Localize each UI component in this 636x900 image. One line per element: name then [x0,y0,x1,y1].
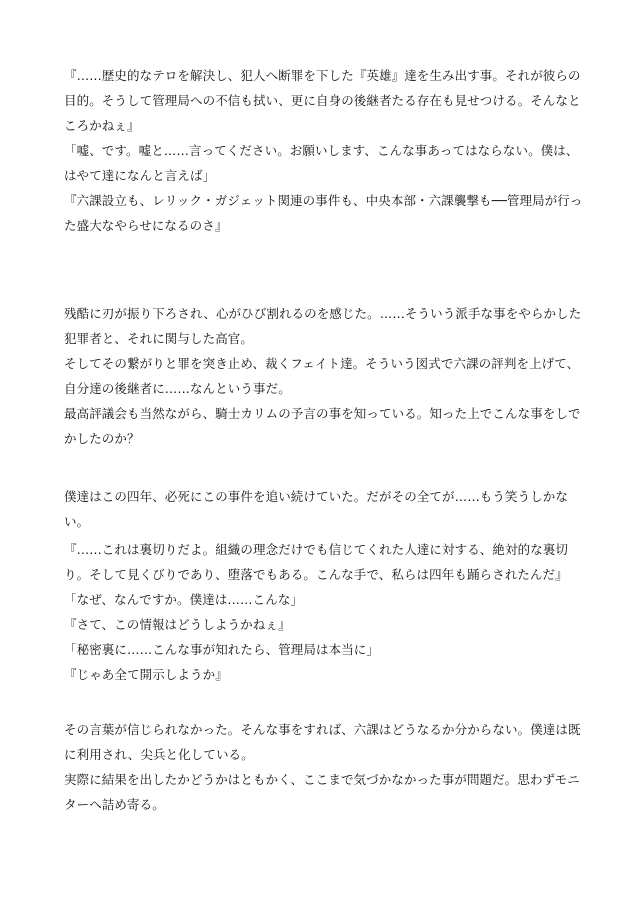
dialogue-paragraph: 『さて、この情報はどうしようかねぇ』 [64,617,291,632]
dialogue-paragraph: 「秘密裏に……こんな事が知れたら、管理局は本当に」 [64,642,380,657]
dialogue-paragraph: 「なぜ、なんですか。僕達は……こんな」 [64,592,304,607]
narration-paragraph: そしてその繋がりと罪を突き止め、裁くフェイト達。そういう図式で六課の評判を上げて、自分達の後継者に……なんという事だ。 [64,356,580,396]
text-block-1 [64,63,584,238]
narration-paragraph: 僕達はこの四年、必死にこの事件を追い続けていた。だがその全てが……もう笑うしかない。 [64,489,569,529]
text-block-4 [64,537,584,687]
narration-paragraph: その言葉が信じられなかった。そんな事をすれば、六課はどうなるか分からない。僕達は既に利用され、尖兵と化している。 [64,722,581,762]
text-block-2 [64,301,584,451]
text-block-3 [64,484,584,534]
dialogue-paragraph: 『……歴史的なテロを解決し、犯人へ断罪を下した『英雄』達を生み出す事。それが彼らの目的。そうして管理局への不信も拭い、更に自身の後継者たる存在も見せつける。そんなところかねぇ』 [64,68,581,133]
narration-paragraph: 最高評議会も当然ながら、騎士カリムの予言の事を知っている。知った上でこんな事をしでかしたのか？ [64,406,581,446]
narration-paragraph: 実際に結果を出したかどうかはともかく、ここまで気づかなかった事が問題だ。思わずモニターへ詰め寄る。 [64,772,580,812]
text-block-5 [64,717,584,817]
dialogue-paragraph: 『六課設立も、レリック・ガジェット関連の事件も、中央本部・六課襲撃も──管理局が行った盛大なやらせになるのさ』 [64,193,583,233]
narration-paragraph: 残酷に刃が振り下ろされ、心がひび割れるのを感じた。……そういう派手な事をやらかした犯罪者と、それに関与した高官。 [64,306,582,346]
dialogue-paragraph: 「嘘、です。嘘と……言ってください。お願いします、こんな事あってはならない。僕は、はやて達になんと言えば」 [64,143,579,183]
dialogue-paragraph: 『……これは裏切りだよ。組織の理念だけでも信じてくれた人達に対する、絶対的な裏切り。そして見くびりであり、堕落でもある。こんな手で、私らは四年も踊らされたんだ』 [64,542,569,582]
dialogue-paragraph: 『じゃあ全て開示しようか』 [64,667,228,682]
